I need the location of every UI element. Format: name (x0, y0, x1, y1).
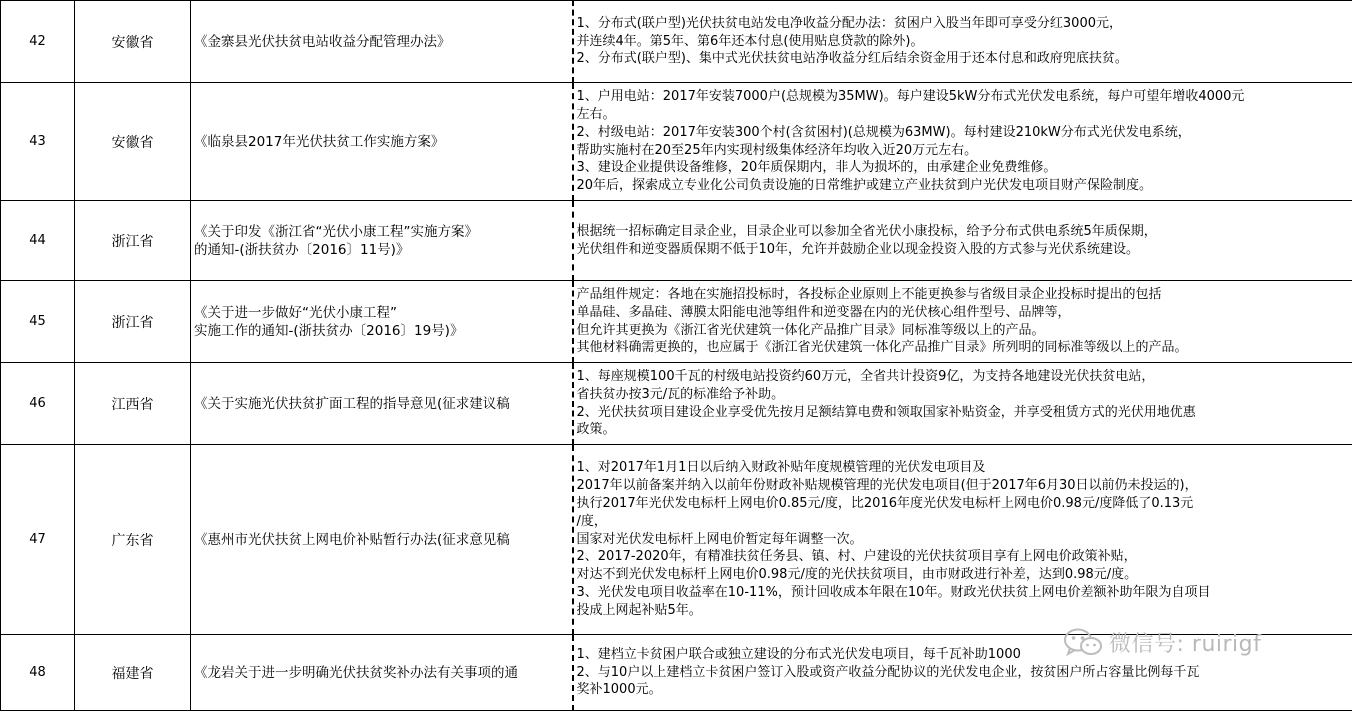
policy-title-line: 《金寨县光伏扶贫电站收益分配管理办法》 (194, 33, 572, 51)
row-number: 44 (1, 201, 75, 281)
policy-content-line: 投成上网起补贴5年。 (577, 602, 1352, 620)
province-cell: 江西省 (75, 363, 191, 445)
policy-content-line: 2017年以前备案并纳入以前年份财政补贴规模管理的光伏发电项目(但于2017年6月30日以前仍未投运的)， (577, 477, 1352, 495)
policy-content-line: 并连续4年。第5年、第6年还本付息(使用贴息贷款的除外)。 (577, 33, 1352, 51)
row-number: 46 (1, 363, 75, 445)
policy-content-line: 其他材料确需更换的，也应属于《浙江省光伏建筑一体化产品推广目录》所列明的同标准等级以上的产品。 (577, 339, 1352, 357)
policy-content-cell (573, 635, 1352, 711)
province-cell: 福建省 (75, 635, 191, 711)
policy-content-line: 2、2017-2020年，有精准扶贫任务县、镇、村、户建设的光伏扶贫项目享有上网电价政策补贴， (577, 548, 1352, 566)
table-row (1, 635, 1352, 711)
policy-content-line: 光伏组件和逆变器质保期不低于10年，允许并鼓励企业以现金投资入股的方式参与光伏系统建设。 (577, 241, 1352, 259)
policy-title-line: 《惠州市光伏扶贫上网电价补贴暂行办法(征求意见稿 (194, 531, 572, 549)
policy-title-cell (191, 635, 573, 711)
policy-title-line: 《临泉县2017年光伏扶贫工作实施方案》 (194, 133, 572, 151)
policy-title-line: 实施工作的通知-(浙扶贫办〔2016〕19号)》 (194, 322, 572, 340)
table-row (1, 445, 1352, 635)
province-cell: 广东省 (75, 445, 191, 635)
policy-title-cell (191, 281, 573, 363)
policy-content-line: 2、分布式(联户型)、集中式光伏扶贫电站净收益分红后结余资金用于还本付息和政府兜底扶贫。 (577, 50, 1352, 68)
policy-content-line: 根据统一招标确定目录企业，目录企业可以参加全省光伏小康投标，给予分布式供电系统5年质保期， (577, 223, 1352, 241)
policy-content-line: 3、光伏发电项目收益率在10-11%，预计回收成本年限在10年。财政光伏扶贫上网电价差额补助年限为自项目 (577, 584, 1352, 602)
policy-content-cell (573, 281, 1352, 363)
province-cell: 浙江省 (75, 201, 191, 281)
policy-title-cell (191, 201, 573, 281)
policy-title-line: 的通知-(浙扶贫办〔2016〕11号)》 (194, 241, 572, 259)
province-cell: 浙江省 (75, 281, 191, 363)
policy-title-line: 《关于进一步做好“光伏小康工程” (194, 304, 572, 322)
policy-content-line: 对达不到光伏发电标杆上网电价0.98元/度的光伏扶贫项目，由市财政进行补差，达到0.98元/度。 (577, 566, 1352, 584)
policy-content-line: 省扶贫办按3元/瓦的标准给予补助。 (577, 386, 1352, 404)
policy-title-cell (191, 83, 573, 201)
policy-table-body (1, 1, 1352, 711)
province-cell: 安徽省 (75, 83, 191, 201)
watermark-text: 微信号: ruirigf (1109, 627, 1261, 658)
policy-content-cell (573, 445, 1352, 635)
policy-content-cell (573, 363, 1352, 445)
policy-content-line: 政策。 (577, 421, 1352, 439)
policy-content-cell (573, 83, 1352, 201)
row-number: 43 (1, 83, 75, 201)
table-row (1, 363, 1352, 445)
policy-content-line: 奖补1000元。 (577, 681, 1352, 699)
policy-title-line: 《关于印发《浙江省“光伏小康工程”实施方案》 (194, 223, 572, 241)
policy-title-cell (191, 445, 573, 635)
policy-content-line: 2、光伏扶贫项目建设企业享受优先按月足额结算电费和领取国家补贴资金，并享受租赁方式的光伏用地优惠 (577, 404, 1352, 422)
row-number: 42 (1, 1, 75, 83)
table-row (1, 1, 1352, 83)
policy-title-cell (191, 1, 573, 83)
policy-content-line: 左右。 (577, 106, 1352, 124)
policy-content-line: /度， (577, 513, 1352, 531)
policy-content-line: 国家对光伏发电标杆上网电价暂定每年调整一次。 (577, 531, 1352, 549)
policy-content-cell (573, 201, 1352, 281)
policy-content-line: 1、户用电站：2017年安装7000户(总规模为35MW)。每户建设5kW分布式光伏发电系统，每户可望年增收4000元 (577, 88, 1352, 106)
row-number: 48 (1, 635, 75, 711)
table-row (1, 83, 1352, 201)
policy-content-line: 执行2017年光伏发电标杆上网电价0.85元/度，比2016年度光伏发电标杆上网电价0.98元/度降低了0.13元 (577, 495, 1352, 513)
table-row (1, 201, 1352, 281)
province-cell: 安徽省 (75, 1, 191, 83)
policy-title-cell (191, 363, 573, 445)
row-number: 47 (1, 445, 75, 635)
policy-content-line: 帮助实施村在20至25年内实现村级集体经济年均收入近20万元左右。 (577, 142, 1352, 160)
policy-content-line: 2、与10户以上建档立卡贫困户签订入股或资产收益分配协议的光伏发电企业，按贫困户所占容量比例每千瓦 (577, 664, 1352, 682)
policy-content-line: 但允许其更换为《浙江省光伏建筑一体化产品推广目录》同标准等级以上的产品。 (577, 322, 1352, 340)
policy-content-line: 1、建档立卡贫困户联合或独立建设的分布式光伏发电项目，每千瓦补助1000 (577, 646, 1352, 664)
policy-content-line: 20年后，探索成立专业化公司负责设施的日常维护或建立产业扶贫到户光伏发电项目财产保险制度。 (577, 177, 1352, 195)
policy-content-line: 单晶硅、多晶硅、薄膜太阳能电池等组件和逆变器在内的光伏核心组件型号、品牌等， (577, 304, 1352, 322)
policy-content-cell (573, 1, 1352, 83)
table-row (1, 281, 1352, 363)
policy-title-line: 《关于实施光伏扶贫扩面工程的指导意见(征求建议稿 (194, 395, 572, 413)
policy-content-line: 3、建设企业提供设备维修，20年质保期内，非人为损坏的，由承建企业免费维修。 (577, 159, 1352, 177)
policy-content-line: 1、分布式(联户型)光伏扶贫电站发电净收益分配办法：贫困户入股当年即可享受分红3000元， (577, 15, 1352, 33)
policy-content-line: 1、对2017年1月1日以后纳入财政补贴年度规模管理的光伏发电项目及 (577, 459, 1352, 477)
row-number: 45 (1, 281, 75, 363)
policy-content-line: 1、每座规模100千瓦的村级电站投资约60万元，全省共计投资9亿，为支持各地建设光伏扶贫电站， (577, 368, 1352, 386)
policy-content-line: 产品组件规定：各地在实施招投标时，各投标企业原则上不能更换参与省级目录企业投标时提出的包括 (577, 286, 1352, 304)
policy-content-line: 2、村级电站：2017年安装300个村(含贫困村)(总规模为63MW)。每村建设210kW分布式光伏发电系统， (577, 124, 1352, 142)
policy-title-line: 《龙岩关于进一步明确光伏扶贫奖补办法有关事项的通 (194, 664, 572, 682)
